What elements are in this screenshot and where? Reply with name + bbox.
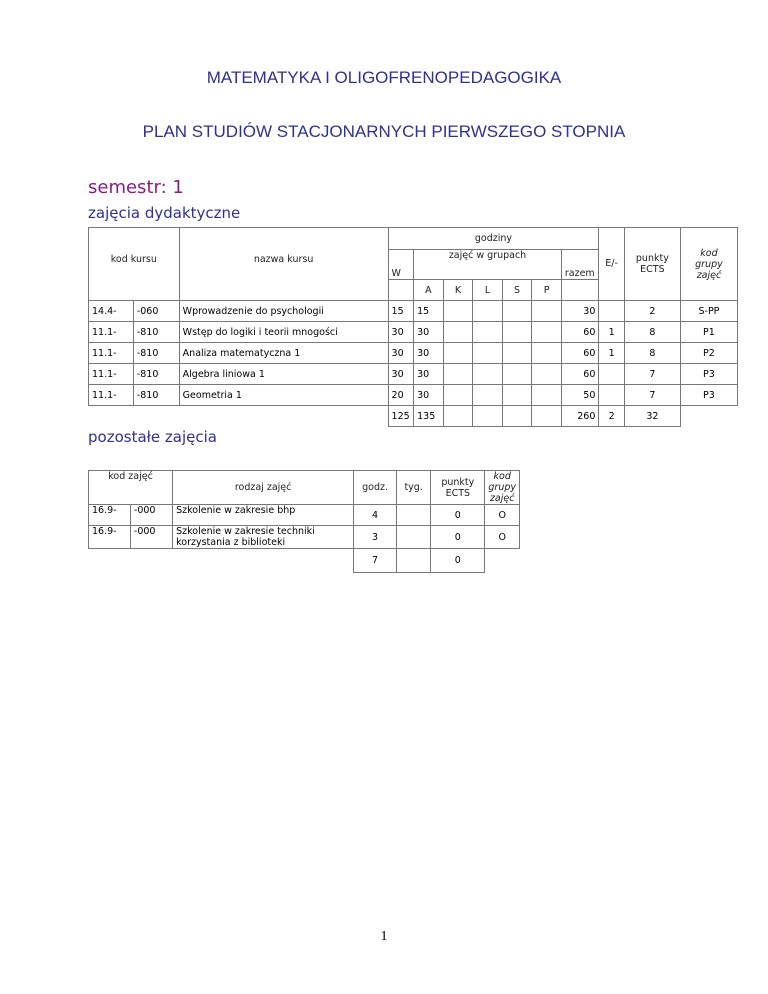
course-cell-ects: 2 (624, 301, 680, 322)
course-cell-kod2: -810 (133, 343, 179, 364)
course-cell-razem: 60 (561, 364, 599, 385)
course-cell-p (532, 301, 562, 322)
course-cell-razem: 60 (561, 343, 599, 364)
course-cell-k (443, 343, 473, 364)
other-header-kod-grupy: kod grupy zajęć (485, 471, 520, 505)
total-k (443, 406, 473, 427)
other-header-ects: punkty ECTS (431, 471, 485, 505)
course-cell-kod1: 11.1- (89, 364, 134, 385)
course-cell-kod2: -060 (133, 301, 179, 322)
course-cell-nazwa: Analiza matematyczna 1 (179, 343, 388, 364)
other-header-godz: godz. (354, 471, 397, 505)
course-cell-kod1: 11.1- (89, 385, 134, 406)
other-totals-spacer (89, 549, 354, 573)
other-row (89, 505, 520, 526)
other-row (89, 526, 520, 549)
course-cell-l (473, 322, 503, 343)
course-cell-e: 1 (599, 322, 624, 343)
course-cell-razem: 50 (561, 385, 599, 406)
header-w: W (388, 250, 414, 280)
totals-spacer (89, 406, 389, 427)
course-cell-razem: 30 (561, 301, 599, 322)
course-cell-w: 15 (388, 301, 414, 322)
course-cell-p (532, 385, 562, 406)
total-l (473, 406, 503, 427)
header-w-empty (388, 280, 414, 301)
course-row (89, 385, 738, 406)
other-cell-grupa: O (485, 505, 520, 526)
course-cell-kod2: -810 (133, 364, 179, 385)
courses-section-title: zajęcia dydaktyczne (88, 204, 241, 222)
other-cell-godz: 4 (354, 505, 397, 526)
other-cell-tyg (397, 505, 431, 526)
document-title: MATEMATYKA I OLIGOFRENOPEDAGOGIKA (206, 68, 562, 87)
course-cell-s (502, 343, 532, 364)
other-total-godz: 7 (354, 549, 397, 573)
course-cell-ects: 7 (624, 385, 680, 406)
course-cell-s (502, 322, 532, 343)
header-zajec-w-grupach: zajęć w grupach (414, 250, 562, 280)
course-cell-w: 30 (388, 364, 414, 385)
header-kod-kursu: kod kursu (89, 228, 180, 301)
other-section-title: pozostałe zajęcia (88, 428, 217, 446)
other-cell-tyg (397, 526, 431, 549)
header-p: P (532, 280, 562, 301)
course-cell-grupa: P3 (680, 385, 737, 406)
course-cell-l (473, 385, 503, 406)
course-cell-s (502, 301, 532, 322)
course-row (89, 322, 738, 343)
course-cell-e: 1 (599, 343, 624, 364)
other-total-empty (485, 549, 520, 573)
header-l: L (473, 280, 503, 301)
course-cell-s (502, 364, 532, 385)
other-header-rodzaj: rodzaj zajęć (173, 471, 354, 505)
course-cell-l (473, 301, 503, 322)
other-total-ects: 0 (431, 549, 485, 573)
total-p (532, 406, 562, 427)
course-cell-kod2: -810 (133, 385, 179, 406)
course-cell-k (443, 301, 473, 322)
total-ects: 32 (624, 406, 680, 427)
header-razem: razem (561, 250, 599, 280)
total-razem: 260 (561, 406, 599, 427)
courses-table (88, 227, 738, 427)
header-kod-grupy: kod grupy zajęć (680, 228, 737, 301)
course-cell-nazwa: Geometria 1 (179, 385, 388, 406)
course-cell-kod1: 14.4- (89, 301, 134, 322)
other-cell-ects: 0 (431, 526, 485, 549)
other-total-tyg (397, 549, 431, 573)
course-cell-kod1: 11.1- (89, 343, 134, 364)
course-cell-e (599, 385, 624, 406)
course-cell-p (532, 364, 562, 385)
other-cell-ects: 0 (431, 505, 485, 526)
course-cell-a: 30 (414, 364, 444, 385)
other-header-tyg: tyg. (397, 471, 431, 505)
course-cell-a: 30 (414, 385, 444, 406)
course-cell-a: 15 (414, 301, 444, 322)
header-e: E/- (599, 228, 624, 301)
course-cell-l (473, 364, 503, 385)
course-cell-grupa: P1 (680, 322, 737, 343)
header-ects: punkty ECTS (624, 228, 680, 301)
header-nazwa-kursu: nazwa kursu (179, 228, 388, 301)
course-cell-nazwa: Algebra liniowa 1 (179, 364, 388, 385)
other-cell-rodzaj: Szkolenie w zakresie bhp (173, 505, 354, 526)
course-row (89, 343, 738, 364)
other-header-kod: kod zajęć (89, 471, 173, 505)
total-s (502, 406, 532, 427)
header-a: A (414, 280, 444, 301)
course-cell-kod2: -810 (133, 322, 179, 343)
course-cell-grupa: P3 (680, 364, 737, 385)
course-cell-w: 30 (388, 343, 414, 364)
course-cell-ects: 8 (624, 343, 680, 364)
other-cell-kod1: 16.9- (89, 526, 131, 549)
course-cell-grupa: P2 (680, 343, 737, 364)
course-cell-k (443, 385, 473, 406)
total-a: 135 (414, 406, 444, 427)
header-godziny: godziny (388, 228, 599, 250)
course-cell-e (599, 301, 624, 322)
other-cell-rodzaj: Szkolenie w zakresie techniki korzystania z biblioteki (173, 526, 354, 549)
page-number: 1 (380, 929, 388, 944)
course-cell-w: 30 (388, 322, 414, 343)
other-cell-grupa: O (485, 526, 520, 549)
total-e: 2 (599, 406, 624, 427)
header-s: S (502, 280, 532, 301)
other-cell-kod2: -000 (130, 505, 172, 526)
other-cell-kod1: 16.9- (89, 505, 131, 526)
course-cell-kod1: 11.1- (89, 322, 134, 343)
course-cell-p (532, 322, 562, 343)
course-cell-a: 30 (414, 343, 444, 364)
course-cell-razem: 60 (561, 322, 599, 343)
course-cell-grupa: S-PP (680, 301, 737, 322)
course-cell-w: 20 (388, 385, 414, 406)
course-cell-e (599, 364, 624, 385)
other-table (88, 470, 520, 573)
course-cell-a: 30 (414, 322, 444, 343)
other-cell-godz: 3 (354, 526, 397, 549)
semester-label: semestr: 1 (88, 177, 184, 198)
document-subtitle: PLAN STUDIÓW STACJONARNYCH PIERWSZEGO STOPNIA (142, 122, 626, 141)
header-k: K (443, 280, 473, 301)
course-row (89, 364, 738, 385)
course-cell-p (532, 343, 562, 364)
course-cell-k (443, 322, 473, 343)
course-cell-nazwa: Wprowadzenie do psychologii (179, 301, 388, 322)
course-cell-nazwa: Wstęp do logiki i teorii mnogości (179, 322, 388, 343)
course-row (89, 301, 738, 322)
total-w: 125 (388, 406, 414, 427)
course-cell-ects: 7 (624, 364, 680, 385)
course-cell-s (502, 385, 532, 406)
total-empty (680, 406, 737, 427)
course-cell-k (443, 364, 473, 385)
course-cell-ects: 8 (624, 322, 680, 343)
other-cell-kod2: -000 (130, 526, 172, 549)
course-cell-l (473, 343, 503, 364)
